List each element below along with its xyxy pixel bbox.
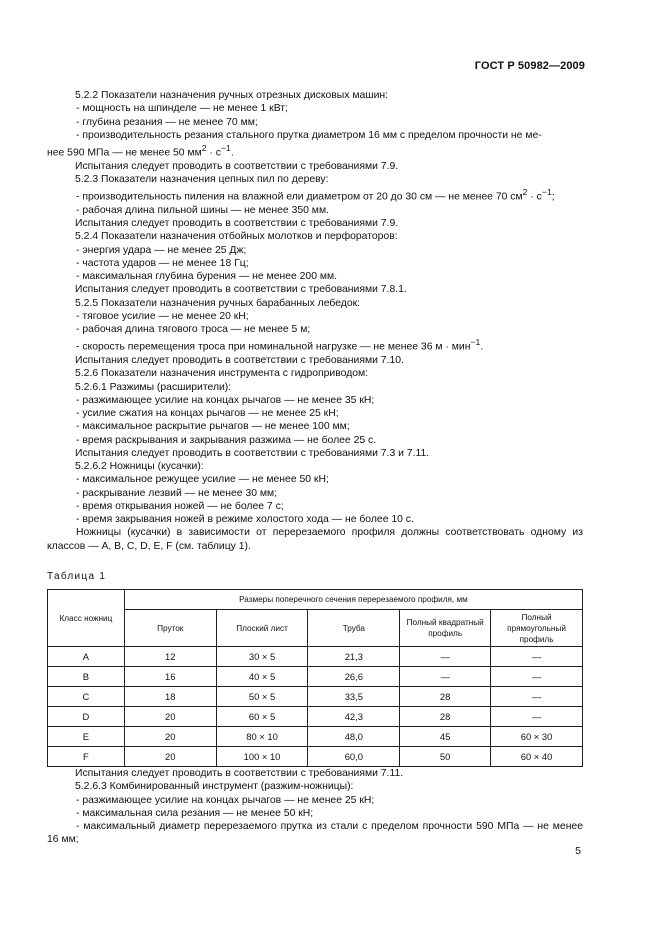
section-5263-heading: 5.2.6.3 Комбинированный инструмент (разжим-ножницы): <box>75 781 354 793</box>
table-cell: 45 <box>400 727 491 747</box>
test-requirement: Испытания следует проводить в соответствии с требованиями 7.11. <box>75 768 404 780</box>
table-cell: 42,3 <box>308 707 400 727</box>
table-row <box>48 647 583 667</box>
table-header-group: Размеры поперечного сечения перерезаемого профиля, мм <box>124 590 582 610</box>
table-cell: 12 <box>124 647 216 667</box>
list-item: - время раскрывания и закрывания разжима — не более 25 с. <box>76 434 377 446</box>
cutter-class-table <box>47 589 583 767</box>
section-5261-heading: 5.2.6.1 Разжимы (расширители): <box>75 381 232 393</box>
list-item: - максимальная глубина бурения — не менее 200 мм. <box>76 271 338 283</box>
class-note: Ножницы (кусачки) в зависимости от перерезаемого профиля должны соответствовать одному из классов — А, В, С, D, Е, F (см. таблицу 1). <box>47 527 583 552</box>
table-cell: 50 <box>400 747 491 767</box>
table-cell: E <box>48 727 125 747</box>
list-item: - мощность на шпинделе — не менее 1 кВт; <box>76 103 288 115</box>
list-item-continuation: нее 590 МПа — не менее 50 $мм^2 \cdot с^{-1}$. <box>47 143 234 159</box>
table-cell: 80 × 10 <box>216 727 308 747</box>
table-cell: F <box>48 747 125 767</box>
section-524-heading: 5.2.4 Показатели назначения отбойных молотков и перфораторов: <box>75 231 398 243</box>
section-525-heading: 5.2.5 Показатели назначения ручных барабанных лебедок: <box>75 297 361 309</box>
list-item: - частота ударов — не менее 18 Гц; <box>76 257 249 269</box>
table-cell: B <box>48 667 125 687</box>
table-cell: 20 <box>124 747 216 767</box>
table-header-cell: Плоский лист <box>216 610 308 647</box>
table-header-cell: Полный прямоугольный профиль <box>491 610 583 647</box>
table-cell: C <box>48 687 125 707</box>
test-requirement: Испытания следует проводить в соответствии с требованиями 7.8.1. <box>75 284 407 296</box>
test-requirement: Испытания следует проводить в соответствии с требованиями 7.9. <box>75 218 399 230</box>
table-caption: Таблица 1 <box>47 570 107 582</box>
table-cell: 48,0 <box>308 727 400 747</box>
test-requirement: Испытания следует проводить в соответствии с требованиями 7.9. <box>75 160 399 172</box>
section-526-heading: 5.2.6 Показатели назначения инструмента с гидроприводом: <box>75 368 369 380</box>
list-item: - рабочая длина пильной шины — не менее 350 мм. <box>76 204 329 216</box>
table-cell: 20 <box>124 727 216 747</box>
table-cell: 60,0 <box>308 747 400 767</box>
list-item: - время закрывания ножей в режиме холостого хода — не более 10 с. <box>76 514 414 526</box>
table-cell: — <box>491 667 583 687</box>
table-cell: — <box>491 707 583 727</box>
list-item: - энергия удара — не менее 25 Дж; <box>76 244 247 256</box>
table-cell: — <box>491 647 583 667</box>
table-cell: 33,5 <box>308 687 400 707</box>
list-item: - максимальная сила резания — не менее 50 кН; <box>76 807 314 819</box>
list-item: - максимальный диаметр перерезаемого прутка из стали с пределом прочности 590 МПа — не менее 16 мм; <box>47 821 583 846</box>
table-header-cell: Пруток <box>124 610 216 647</box>
list-item: - раскрывание лезвий — не менее 30 мм; <box>76 487 278 499</box>
table-row <box>48 727 583 747</box>
table-cell: — <box>400 667 491 687</box>
table-cell: 30 × 5 <box>216 647 308 667</box>
list-item: - усилие сжатия на концах рычагов — не менее 25 кН; <box>76 408 339 420</box>
list-item: - тяговое усилие — не менее 20 кН; <box>76 310 249 322</box>
list-item: - разжимающее усилие на концах рычагов — не менее 35 кН; <box>76 394 375 406</box>
list-item: - разжимающее усилие на концах рычагов — не менее 25 кН; <box>76 794 375 806</box>
section-5262-heading: 5.2.6.2 Ножницы (кусачки): <box>75 461 204 473</box>
list-item: - производительность пиления на влажной ели диаметром от 20 до 30 см — не менее 70 $см^2 \cdot с^{-1}$; <box>76 187 555 203</box>
table-header-cell: Полный квадратный профиль <box>400 610 491 647</box>
table-cell: 26,6 <box>308 667 400 687</box>
table-cell: 60 × 30 <box>491 727 583 747</box>
list-item: - максимальное раскрытие рычагов — не менее 100 мм; <box>76 421 350 433</box>
table-header-class: Класс ножниц <box>48 590 125 647</box>
table-cell: 60 × 40 <box>491 747 583 767</box>
page-number: 5 <box>575 845 581 857</box>
list-item: - глубина резания — не менее 70 мм; <box>76 116 258 128</box>
list-item: - рабочая длина тягового троса — не менее 5 м; <box>76 324 311 336</box>
table-row <box>48 707 583 727</box>
list-item: - скорость перемещения троса при номинальной нагрузке — не менее 36 м · мин$^{-1}$. <box>76 337 484 353</box>
table-cell: — <box>491 687 583 707</box>
table-cell: 28 <box>400 687 491 707</box>
table-cell: — <box>400 647 491 667</box>
list-item: - производительность резания стального прутка диаметром 16 мм с пределом прочности не ме- <box>76 129 542 141</box>
test-requirement: Испытания следует проводить в соответствии с требованиями 7.3 и 7.11. <box>75 447 430 459</box>
document-number: ГОСТ Р 50982—2009 <box>474 60 585 72</box>
table-header-cell: Труба <box>308 610 400 647</box>
table-cell: 21,3 <box>308 647 400 667</box>
table-cell: 50 × 5 <box>216 687 308 707</box>
table-cell: 28 <box>400 707 491 727</box>
table-cell: 18 <box>124 687 216 707</box>
section-522-heading: 5.2.2 Показатели назначения ручных отрезных дисковых машин: <box>75 90 389 101</box>
table-row <box>48 667 583 687</box>
table-cell: A <box>48 647 125 667</box>
table-cell: 60 × 5 <box>216 707 308 727</box>
table-cell: 40 × 5 <box>216 667 308 687</box>
table-row <box>48 747 583 767</box>
table-cell: 100 × 10 <box>216 747 308 767</box>
list-item: - максимальное режущее усилие — не менее 50 кН; <box>76 474 329 486</box>
table-cell: 16 <box>124 667 216 687</box>
section-523-heading: 5.2.3 Показатели назначения цепных пил по дереву: <box>75 173 329 185</box>
test-requirement: Испытания следует проводить в соответствии с требованиями 7.10. <box>75 355 404 367</box>
document-body <box>47 89 583 847</box>
table-row <box>48 687 583 707</box>
list-item: - время открывания ножей — не более 7 с; <box>76 500 284 512</box>
table-cell: 20 <box>124 707 216 727</box>
table-cell: D <box>48 707 125 727</box>
